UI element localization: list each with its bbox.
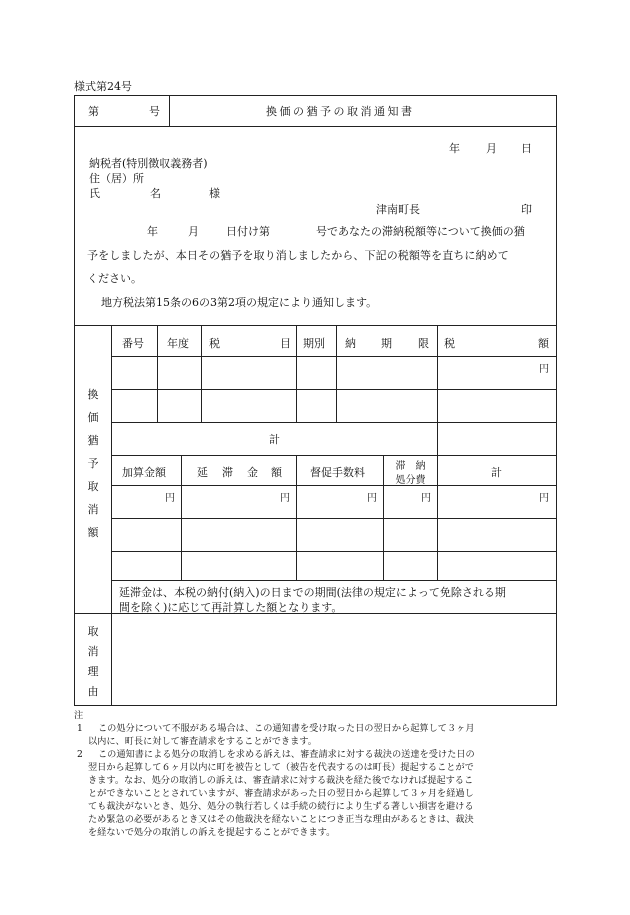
line-a1	[157, 325, 158, 422]
address-label: 住（居）所	[89, 172, 144, 185]
body-line3: ください。	[87, 272, 142, 285]
col-period: 期別	[303, 337, 325, 350]
form-number: 様式第24号	[74, 80, 132, 93]
col-number: 番号	[122, 337, 144, 350]
yen-unit: 円	[367, 493, 377, 504]
body-dated: 日付け第	[226, 225, 270, 238]
side-label	[84, 389, 102, 538]
yen-unit: 円	[539, 493, 549, 504]
side-char: 消	[87, 503, 99, 516]
reason-char: 理	[87, 665, 99, 678]
note-2-line-7: を経ないで処分の取消しの訴えを提起することができます。	[88, 827, 336, 838]
yen-unit: 円	[165, 493, 175, 504]
body-line2: 予をしましたが、本日その猶予を取り消しましたから、下記の税額等を直ちに納めて	[87, 249, 509, 262]
col-amount-2: 額	[538, 337, 549, 350]
col-tax-1: 税	[209, 337, 220, 350]
note-1-line-2: 以内に、町長に対して審査請求をすることができます。	[88, 736, 317, 747]
side-char: 換	[87, 388, 99, 401]
seal-mark: 印	[521, 203, 532, 216]
name-label-2: 名	[150, 187, 161, 200]
yen-unit: 円	[421, 493, 431, 504]
col-year: 年度	[167, 337, 189, 350]
number-prefix: 第	[88, 105, 99, 118]
line-t-r5	[111, 485, 557, 486]
side-char: 価	[87, 411, 99, 424]
col-dunning: 督促手数料	[310, 466, 365, 479]
body-line4: 地方税法第15条の6の3第2項の規定により通知します。	[101, 296, 378, 309]
col-total: 計	[491, 466, 502, 479]
line-b1	[181, 455, 182, 580]
subtotal-label: 計	[269, 433, 280, 446]
line-header-divider	[169, 95, 170, 126]
line-t-r8	[111, 580, 557, 581]
line-t-r1	[111, 356, 557, 357]
document-title: 換価の猶予の取消通知書	[266, 105, 415, 118]
body-year: 年	[147, 225, 158, 238]
line-t-r4	[111, 455, 557, 456]
line-a2	[201, 325, 202, 422]
line-body-bottom	[74, 325, 557, 326]
col-delinquent-1: 延	[197, 466, 208, 479]
col-tax-2: 目	[280, 337, 291, 350]
line-a5	[437, 325, 438, 455]
honorific: 様	[209, 187, 220, 200]
line-b2	[296, 455, 297, 580]
side-char: 取	[87, 480, 99, 493]
col-due-1: 納	[345, 337, 356, 350]
note-1-number: 1	[77, 723, 83, 734]
body-line1-rest: 号であなたの滞納税額等について換価の猶	[316, 225, 525, 238]
col-arrears-2: 処分費	[395, 475, 426, 486]
col-delinquent-4: 額	[271, 466, 282, 479]
line-side-label	[111, 325, 112, 706]
note-2-line-6: ため緊急の必要があるとき又はその他裁決を経ないことにつき正当な理由があるときは、裁決	[88, 814, 474, 825]
side-char: 猶	[87, 434, 99, 447]
note-2-line-4: とができないこととされていますが、審査請求があった日の翌日から起算して３ヶ月を経過し	[88, 788, 474, 799]
col-due-3: 限	[418, 337, 429, 350]
date-month: 月	[486, 142, 497, 155]
line-header-bottom	[74, 126, 557, 127]
reason-char: 消	[87, 645, 99, 658]
yen-unit: 円	[539, 364, 549, 375]
note-1-line-1: この処分について不服がある場合は、この通知書を受け取った日の翌日から起算して３ヶ月	[98, 723, 475, 734]
notes-heading: 注	[74, 710, 84, 721]
date-day: 日	[521, 142, 532, 155]
col-delinquent-3: 金	[247, 466, 258, 479]
line-t-r6	[111, 518, 557, 519]
line-b4	[437, 455, 438, 580]
side-char: 額	[87, 526, 99, 539]
note-2-line-5: ても裁決がないとき、処分、処分の執行若しくは手続の続行により生ずる著しい損害を避ける	[88, 801, 474, 812]
issuer-title: 津南町長	[376, 203, 420, 216]
name-label-1: 氏	[89, 187, 100, 200]
table-footnote-1: 延滞金は、本税の納付(納入)の日までの期間(法律の規定によって免除される期	[119, 586, 506, 599]
col-delinquent-2: 滞	[222, 466, 233, 479]
note-2-line-1: この通知書による処分の取消しを求める訴えは、審査請求に対する裁決の送達を受けた日の	[98, 749, 475, 760]
note-2-number: 2	[77, 749, 83, 760]
table-footnote-2: 間を除く)に応じて再計算した額となります。	[119, 601, 343, 614]
note-2-line-2: 翌日から起算して６ヶ月以内に町を被告として（被告を代表するのは町長）提起することがで	[88, 762, 474, 773]
body-month: 月	[188, 225, 199, 238]
taxpayer-label: 納税者(特別徴収義務者)	[89, 157, 208, 170]
reason-char: 由	[87, 685, 99, 698]
line-t-r2	[111, 389, 557, 390]
number-suffix: 号	[149, 105, 160, 118]
col-additional: 加算金額	[122, 466, 166, 479]
note-2-line-3: きます。なお、処分の取消しの訴えは、審査請求に対する裁決を経た後でなければ提起するこ	[88, 775, 474, 786]
date-year: 年	[449, 142, 460, 155]
reason-char: 取	[87, 625, 99, 638]
yen-unit: 円	[280, 493, 290, 504]
line-a3	[296, 325, 297, 422]
line-t-r7	[111, 551, 557, 552]
side-char: 予	[87, 457, 99, 470]
col-amount-1: 税	[444, 337, 455, 350]
line-t-r3	[111, 422, 557, 423]
col-arrears-1: 滞 納	[395, 461, 426, 472]
col-due-2: 期	[381, 337, 392, 350]
cancel-reason-label	[84, 626, 102, 697]
line-a4	[336, 325, 337, 422]
